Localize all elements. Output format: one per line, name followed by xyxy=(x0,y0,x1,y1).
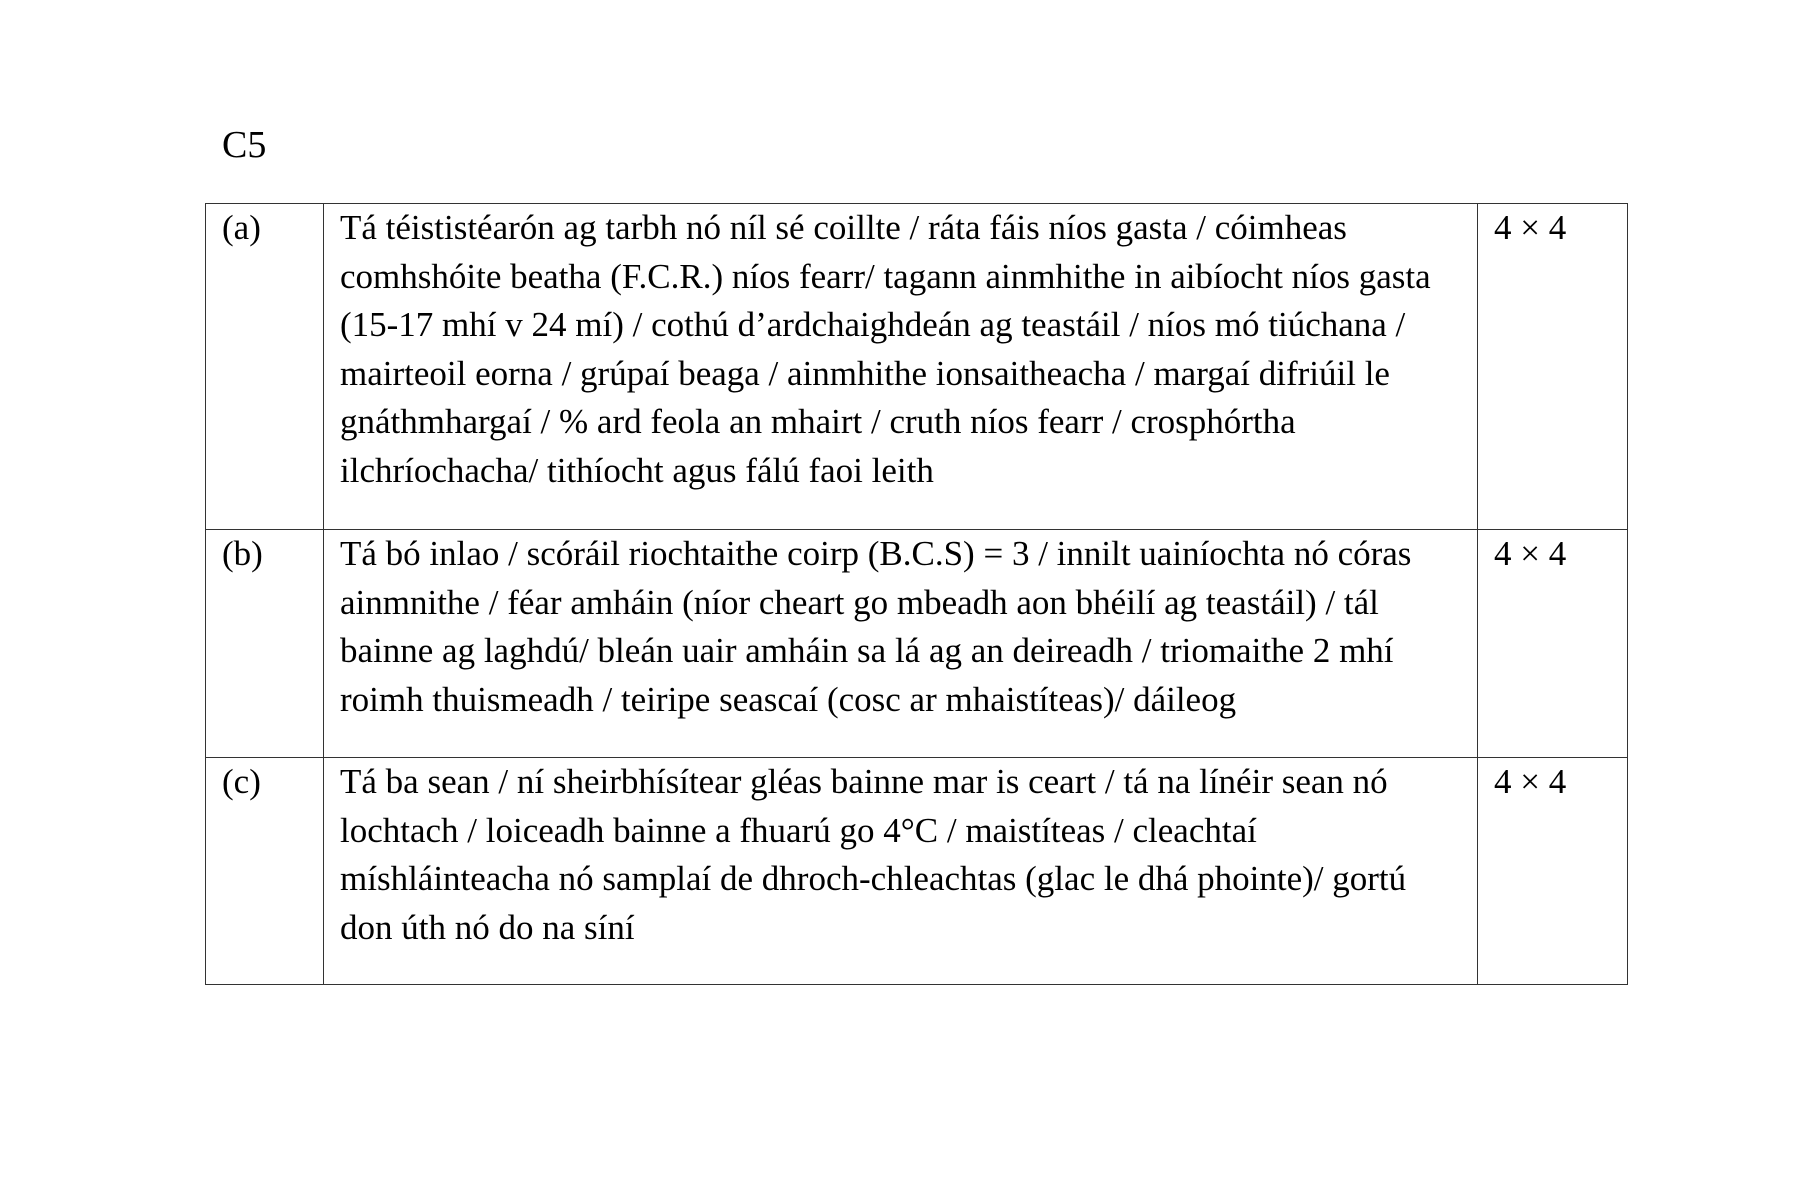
answer-text: Tá bó inlao / scóráil riochtaithe coirp (B.C.S) = 3 / innilt uainíochta nó córas ainmnithe / féar amháin (níor cheart go mbeadh aon bhéilí ag teastáil) / tál bainne ag laghdú/ bleán uair amháin sa lá ag an deireadh / triomaithe 2 mhí roimh thuismeadh / teiripe seascaí (cosc ar mhaistíteas)/ dáileog xyxy=(324,530,1478,758)
answer-text: Tá téististéarón ag tarbh nó níl sé coillte / ráta fáis níos gasta / cóimheas comhshóite beatha (F.C.R.) níos fearr/ tagann ainmhithe in aibíocht níos gasta (15-17 mhí v 24 mí) / cothú d’ardchaighdeán ag teastáil / níos mó tiúchana / mairteoil eorna / grúpaí beaga / ainmhithe ionsaitheacha / margaí difriúil le gnáthmhargaí / % ard feola an mhairt / cruth níos fearr / crosphórtha ilchríochacha/ tithíocht agus fálú faoi leith xyxy=(324,204,1478,530)
part-label: (a) xyxy=(206,204,324,530)
marking-scheme-table xyxy=(205,203,1628,985)
part-label: (c) xyxy=(206,758,324,985)
table-row-a xyxy=(206,204,1628,530)
table-row-b xyxy=(206,530,1628,758)
table-row-c xyxy=(206,758,1628,985)
marks-allocation: 4 × 4 xyxy=(1478,204,1628,530)
question-heading: C5 xyxy=(222,124,267,166)
part-label: (b) xyxy=(206,530,324,758)
answer-text: Tá ba sean / ní sheirbhísítear gléas bainne mar is ceart / tá na línéir sean nó lochtach / loiceadh bainne a fhuarú go 4°C / maistíteas / cleachtaí míshláinteacha nó samplaí de dhroch-chleachtas (glac le dhá phointe)/ gortú don úth nó do na síní xyxy=(324,758,1478,985)
marks-allocation: 4 × 4 xyxy=(1478,530,1628,758)
marks-allocation: 4 × 4 xyxy=(1478,758,1628,985)
